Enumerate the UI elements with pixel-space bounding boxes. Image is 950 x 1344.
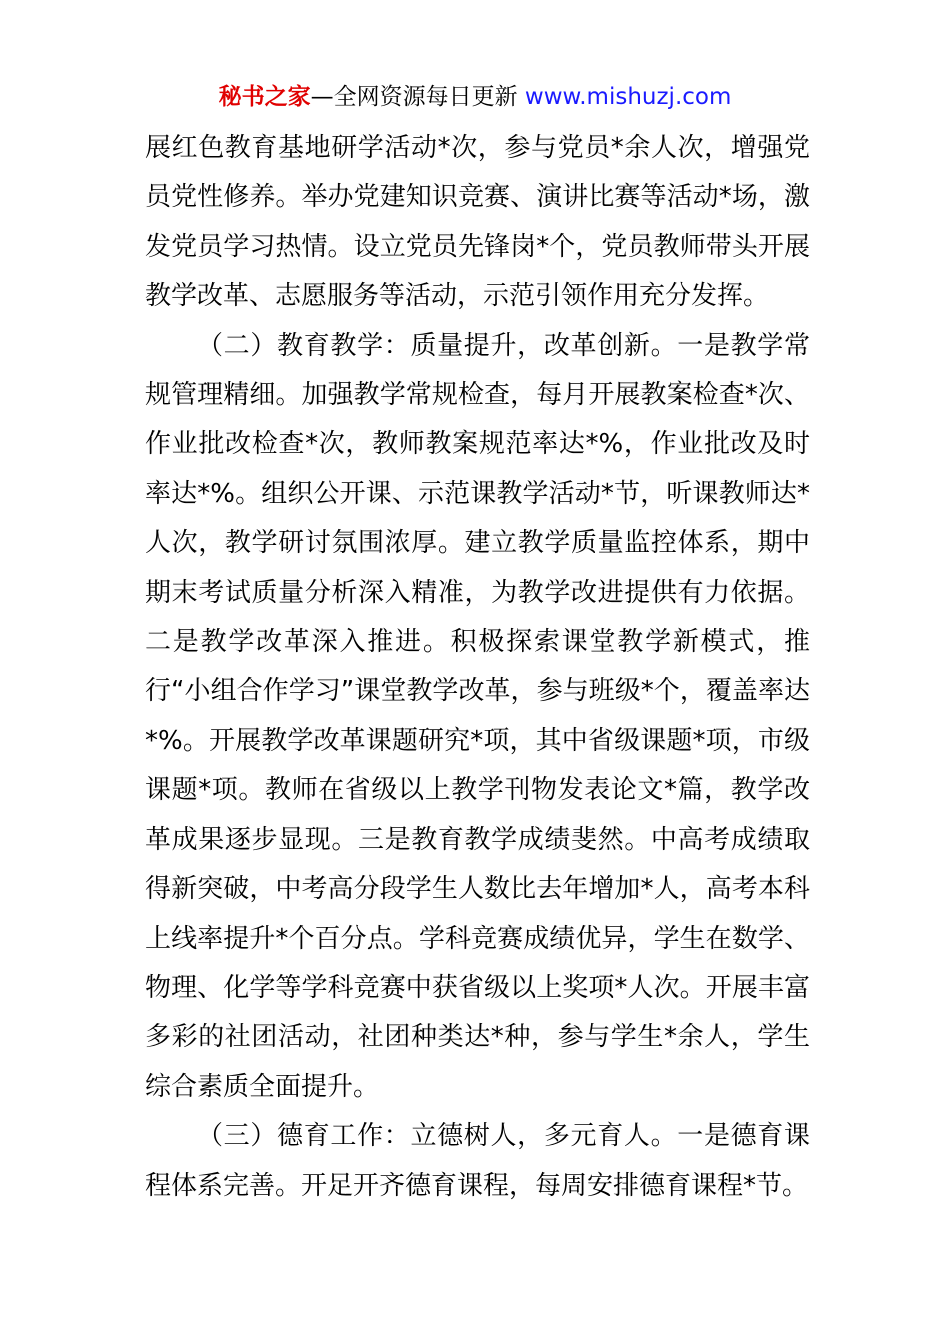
document-body — [145, 124, 810, 1211]
paragraph-moral-education: （三）德育工作：立德树人，多元育人。一是德育课程体系完善。开足开齐德育课程，每周安排德育课程*节。 — [145, 1121, 810, 1201]
brand-name: 秘书之家 — [218, 84, 311, 110]
site-header — [0, 82, 950, 112]
paragraph-party-building-continued: 展红色教育基地研学活动*次，参与党员*余人次，增强党员党性修养。举办党建知识竞赛、演讲比赛等活动*场，激发党员学习热情。设立党员先锋岗*个，党员教师带头开展教学改革、志愿服务等活动，示范引领作用充分发挥。 — [145, 133, 810, 312]
paragraph-education-teaching: （二）教育教学：质量提升，改革创新。一是教学常规管理精细。加强教学常规检查，每月开展教案检查*次、作业批改检查*次，教师教案规范率达*%，作业批改及时率达*%。组织公开课、示范课教学活动*节，听课教师达*人次，教学研讨氛围浓厚。建立教学质量监控体系，期中期末考试质量分析深入精准，为教学改进提供有力依据。二是教学改革深入推进。积极探索课堂教学新模式，推行“小组合作学习”课堂教学改革，参与班级*个，覆盖率达*%。开展教学改革课题研究*项，其中省级课题*项，市级课题*项。教师在省级以上教学刊物发表论文*篇，教学改革成果逐步显现。三是教育教学成绩斐然。中高考成绩取得新突破，中考高分段学生人数比去年增加*人，高考本科上线率提升*个百分点。学科竞赛成绩优异，学生在数学、物理、化学等学科竞赛中获省级以上奖项*人次。开展丰富多彩的社团活动，社团种类达*种，参与学生*余人，学生综合素质全面提升。 — [145, 330, 810, 1102]
site-url[interactable]: www.mishuzj.com — [524, 84, 732, 110]
header-slogan: —全网资源每日更新 — [310, 84, 525, 110]
